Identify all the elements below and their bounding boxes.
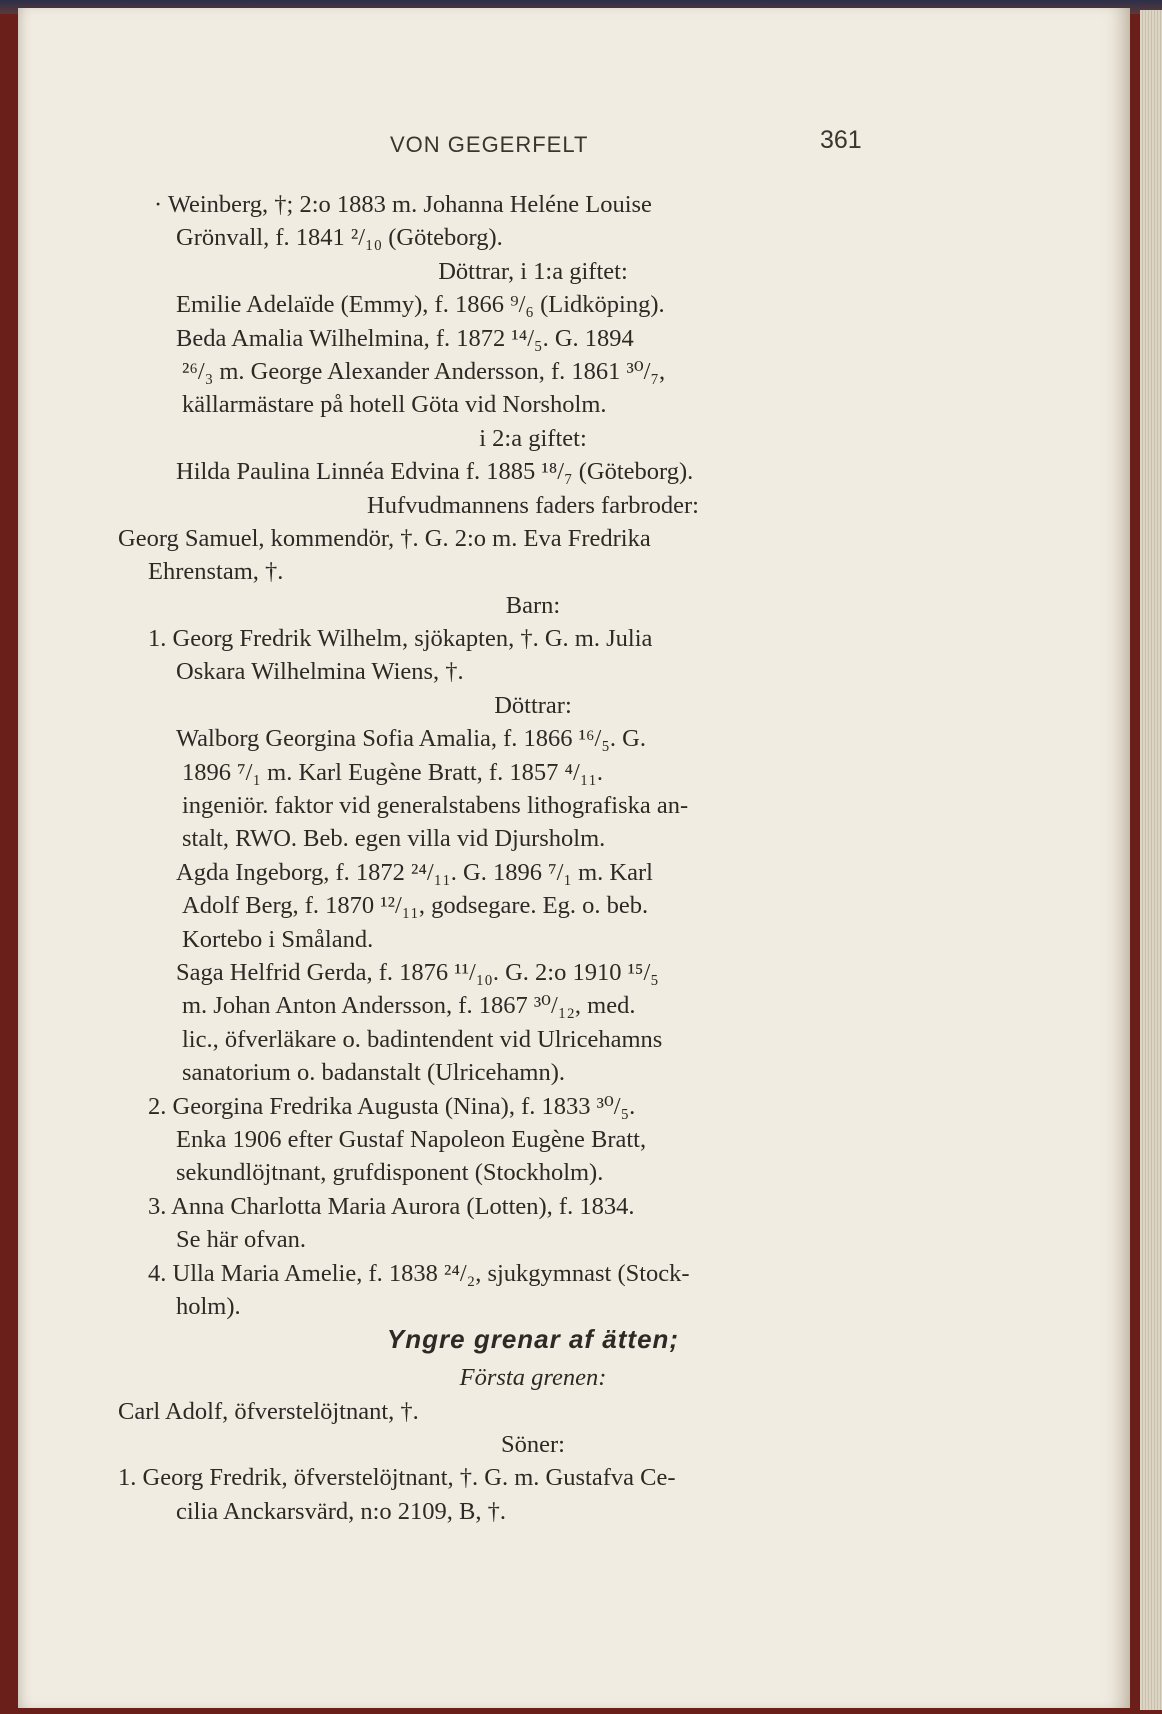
text-line: källarmästare på hotell Göta vid Norsholm. <box>182 391 607 419</box>
text-line: Agda Ingeborg, f. 1872 ²⁴/₁₁. G. 1896 ⁷/₁ m. Karl <box>176 858 653 886</box>
page-number: 361 <box>820 126 862 154</box>
text-line: Kortebo i Småland. <box>182 925 374 953</box>
text-line: 1. Georg Fredrik Wilhelm, sjökapten, †. G. m. Julia <box>148 625 653 653</box>
text-line: sanatorium o. badanstalt (Ulricehamn). <box>182 1059 566 1087</box>
text-line: Grönvall, f. 1841 ²/₁₀ (Göteborg). <box>176 224 503 252</box>
text-line: Barn: <box>505 591 561 619</box>
text-line: Emilie Adelaïde (Emmy), f. 1866 ⁹/₆ (Lidköping). <box>176 291 665 319</box>
text-line: Walborg Georgina Sofia Amalia, f. 1866 ¹⁶/₅. G. <box>176 725 646 753</box>
text-line: Saga Helfrid Gerda, f. 1876 ¹¹/₁₀. G. 2:o 1910 ¹⁵/₅ <box>176 958 659 986</box>
text-line: 4. Ulla Maria Amelie, f. 1838 ²⁴/₂, sjukgymnast (Stock- <box>148 1259 690 1287</box>
text-line: 1896 ⁷/₁ m. Karl Eugène Bratt, f. 1857 ⁴/₁₁. <box>182 758 604 786</box>
text-line: holm). <box>176 1292 241 1320</box>
section-heading: Yngre grenar af ätten; <box>386 1324 680 1355</box>
text-line: Adolf Berg, f. 1870 ¹²/₁₁, godsegare. Eg. o. beb. <box>182 892 649 920</box>
text-line: Söner: <box>501 1431 565 1459</box>
text-line: Enka 1906 efter Gustaf Napoleon Eugène Bratt, <box>176 1125 647 1153</box>
text-line: ingeniör. faktor vid generalstabens lithografiska an- <box>182 792 689 820</box>
text-line: Oskara Wilhelmina Wiens, †. <box>176 658 464 686</box>
text-line: Se här ofvan. <box>176 1226 306 1254</box>
text-line: 1. Georg Fredrik, öfverstelöjtnant, †. G. m. Gustafva Ce- <box>118 1464 676 1492</box>
text-line: Hilda Paulina Linnéa Edvina f. 1885 ¹⁸/₇ (Göteborg). <box>176 458 694 486</box>
text-line: lic., öfverläkare o. badintendent vid Ulricehamns <box>182 1025 663 1053</box>
text-line: ²⁶/₃ m. George Alexander Andersson, f. 1861 ³⁰/₇, <box>182 357 666 385</box>
text-line: stalt, RWO. Beb. egen villa vid Djursholm. <box>182 825 606 853</box>
body-text <box>118 188 948 1528</box>
page-header <box>0 126 900 172</box>
text-line: 2. Georgina Fredrika Augusta (Nina), f. 1833 ³⁰/₅. <box>148 1092 636 1120</box>
text-line: · Weinberg, †; 2:o 1883 m. Johanna Heléne Louise <box>154 191 652 218</box>
text-line: Carl Adolf, öfverstelöjtnant, †. <box>118 1397 419 1425</box>
section-subheading: Första grenen: <box>459 1364 607 1392</box>
page-edge <box>1140 10 1162 1710</box>
running-title: VON GEGERFELT <box>390 132 589 157</box>
branch-entries <box>118 1395 948 1529</box>
text-line: Georg Samuel, kommendör, †. G. 2:o m. Eva Fredrika <box>118 524 651 552</box>
text-line: sekundlöjtnant, grufdisponent (Stockholm). <box>176 1159 604 1187</box>
genealogy-entries <box>118 188 948 1323</box>
text-line: Hufvudmannens faders farbroder: <box>367 491 699 519</box>
text-line: i 2:a giftet: <box>479 424 587 452</box>
text-line: m. Johan Anton Andersson, f. 1867 ³⁰/₁₂, med. <box>182 992 636 1020</box>
text-line: Döttrar, i 1:a giftet: <box>438 257 628 285</box>
text-line: Döttrar: <box>494 691 572 719</box>
text-line: Ehrenstam, †. <box>148 558 284 586</box>
text-line: Beda Amalia Wilhelmina, f. 1872 ¹⁴/₅. G. 1894 <box>176 324 634 352</box>
text-line: 3. Anna Charlotta Maria Aurora (Lotten), f. 1834. <box>148 1192 635 1220</box>
text-line: cilia Anckarsvärd, n:o 2109, B, †. <box>176 1497 507 1525</box>
